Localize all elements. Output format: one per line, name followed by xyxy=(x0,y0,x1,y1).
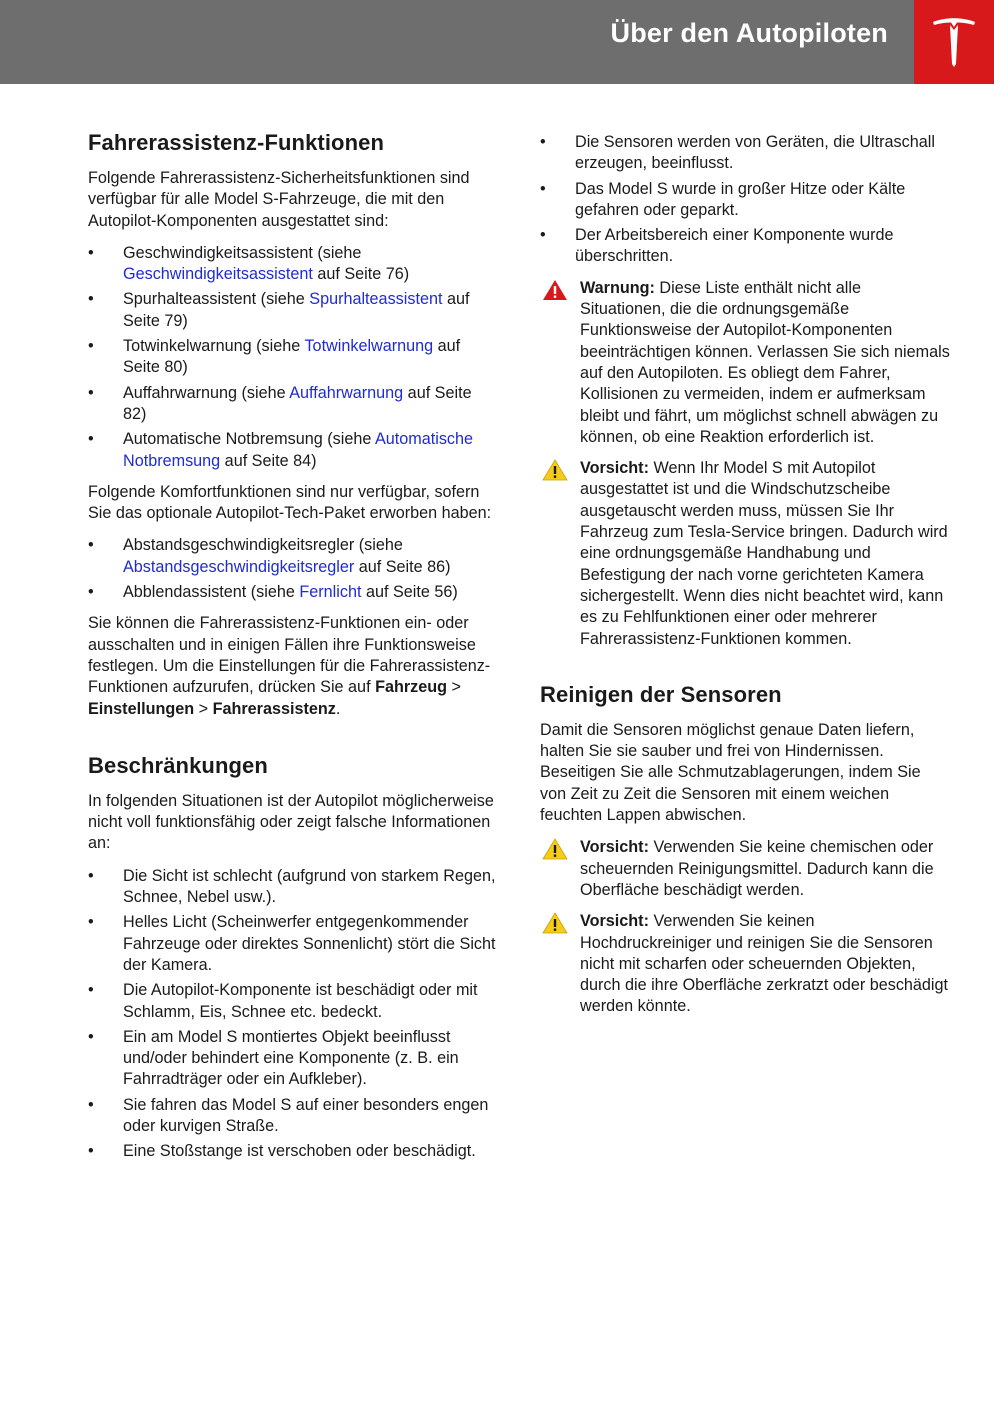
driver-assistance-list xyxy=(88,243,496,472)
settings-paragraph: Sie können die Fahrerassistenz-Funktionen ein- oder ausschalten und in einigen Fällen ihre Funktionsweise festlegen. Um die Einstellungen für die Fahrerassistenz-Funktionen aufzurufen, drücken Sie auf Fahrzeug > Einstellungen > Fahrerassistenz. xyxy=(88,614,491,718)
driver-assistance-intro: Folgende Fahrerassistenz-Sicherheitsfunktionen sind verfügbar für alle Model S-Fahrzeuge, die mit den Autopilot-Komponenten ausgestattet sind: xyxy=(88,169,470,230)
caution-triangle-icon xyxy=(542,912,568,940)
comfort-list xyxy=(88,535,496,603)
list-item: • Das Model S wurde in großer Hitze oder Kälte gefahren oder geparkt. xyxy=(540,179,906,219)
list-item: • Totwinkelwarnung (siehe Totwinkelwarnung auf Seite 80) xyxy=(88,337,461,377)
warning-notice: Warnung: Diese Liste enthält nicht alle Situationen, die die ordnungsgemäße Funktionsweise der Autopilot-Komponenten beeinträchtigen können. Verlassen Sie sich niemals auf den Autopiloten. Es obliegt dem Fahrer, Kollisionen zu vermeiden, indem er aufmerksam bleibt und fährt, um möglichst schnell abwägen zu können, ob eine Reaktion erforderlich ist. xyxy=(540,278,950,448)
list-item: • Spurhalteassistent (siehe Spurhalteassistent auf Seite 79) xyxy=(88,290,470,330)
list-item: • Automatische Notbremsung (siehe Automatische Notbremsung auf Seite 84) xyxy=(88,430,474,470)
tesla-logo-icon xyxy=(931,16,977,68)
limitations-list-continued xyxy=(540,132,950,268)
list-item: • Ein am Model S montiertes Objekt beeinflusst und/oder behindert eine Komponente (z. B. ein Fahrradträger oder ein Aufkleber). xyxy=(88,1027,459,1089)
list-item: • Der Arbeitsbereich einer Komponente wurde überschritten. xyxy=(540,226,894,266)
menu-path-settings: Einstellungen xyxy=(88,699,195,718)
link-collision-warning[interactable]: Auffahrwarnung xyxy=(289,383,404,402)
page-title: Über den Autopiloten xyxy=(610,18,888,48)
link-lane-assist[interactable]: Spurhalteassistent xyxy=(309,290,443,309)
section-heading-driver-assistance: Fahrerassistenz-Funktionen xyxy=(88,130,384,155)
link-emergency-braking[interactable]: Automatische Notbremsung xyxy=(123,430,474,470)
right-column xyxy=(540,132,950,1028)
caution-notice-windshield: Vorsicht: Wenn Ihr Model S mit Autopilot ausgestattet ist und die Windschutzscheibe ausgetauscht werden muss, müssen Sie Ihr Fahrzeug zum Tesla-Service bringen. Dadurch wird eine ordnungsgemäße Handhabung und Befestigung der nach vorne gerichteten Kamera sichergestellt. Wenn dies nicht beachtet wird, kann es zu Fehlfunktionen einer oder mehrerer Fahrerassistenz-Funktionen kommen. xyxy=(540,458,950,650)
list-item: • Die Sicht ist schlecht (aufgrund von starkem Regen, Schnee, Nebel usw.). xyxy=(88,866,496,907)
list-item: • Die Sensoren werden von Geräten, die Ultraschall erzeugen, beeinflusst. xyxy=(540,133,935,173)
list-item: • Helles Licht (Scheinwerfer entgegenkommender Fahrzeuge oder direktes Sonnenlicht) stört die Sicht der Kamera. xyxy=(88,913,496,974)
link-high-beam[interactable]: Fernlicht xyxy=(299,583,362,602)
caution-triangle-icon xyxy=(542,838,568,866)
section-heading-cleaning-sensors: Reinigen der Sensoren xyxy=(540,681,782,707)
link-speed-assist[interactable]: Geschwindigkeitsassistent xyxy=(123,265,313,284)
warning-triangle-icon xyxy=(542,279,568,307)
caution-triangle-icon xyxy=(542,459,568,487)
limitations-list xyxy=(88,866,496,1163)
list-item: • Abblendassistent (siehe Fernlicht auf Seite 56) xyxy=(88,583,458,602)
menu-path-vehicle: Fahrzeug xyxy=(375,678,448,697)
list-item: • Geschwindigkeitsassistent (siehe Geschwindigkeitsassistent auf Seite 76) xyxy=(88,243,410,284)
section-heading-limitations: Beschränkungen xyxy=(88,752,268,778)
list-item: • Auffahrwarnung (siehe Auffahrwarnung auf Seite 82) xyxy=(88,383,472,423)
page-header xyxy=(0,0,994,84)
left-column xyxy=(88,130,496,1173)
limitations-intro: In folgenden Situationen ist der Autopilot möglicherweise nicht voll funktionsfähig oder zeigt falsche Informationen an: xyxy=(88,791,494,853)
cleaning-paragraph: Damit die Sensoren möglichst genaue Daten liefern, halten Sie sie sauber und frei von Hindernissen. Beseitigen Sie alle Schmutzablagerungen, indem Sie von Zeit zu Zeit die Sensoren mit einem weichen feuchten Lappen abwischen. xyxy=(540,720,921,825)
menu-path-driver-assistance: Fahrerassistenz xyxy=(212,699,336,718)
caution-notice-pressure-washer: Vorsicht: Verwenden Sie keinen Hochdruckreiniger und reinigen Sie die Sensoren nicht mit scharfen oder scheuernden Objekten, durch die ihre Oberfläche zerkratzt oder beschädigt werden könnte. xyxy=(540,911,950,1017)
list-item: • Abstandsgeschwindigkeitsregler (siehe Abstandsgeschwindigkeitsregler auf Seite 86) xyxy=(88,536,451,576)
list-item: • Eine Stoßstange ist verschoben oder beschädigt. xyxy=(88,1142,476,1161)
list-item: • Sie fahren das Model S auf einer besonders engen oder kurvigen Straße. xyxy=(88,1095,489,1135)
caution-notice-chemicals: Vorsicht: Verwenden Sie keine chemischen oder scheuernden Reinigungsmittel. Dadurch kann die Oberfläche beschädigt werden. xyxy=(540,837,950,901)
tesla-logo xyxy=(914,0,994,84)
list-item: • Die Autopilot-Komponente ist beschädigt oder mit Schlamm, Eis, Schnee etc. bedeckt. xyxy=(88,981,478,1021)
comfort-intro: Folgende Komfortfunktionen sind nur verfügbar, sofern Sie das optionale Autopilot-Tech-Paket erworben haben: xyxy=(88,482,492,523)
link-cruise-control[interactable]: Abstandsgeschwindigkeitsregler xyxy=(123,557,355,576)
link-blind-spot[interactable]: Totwinkelwarnung xyxy=(304,337,434,356)
